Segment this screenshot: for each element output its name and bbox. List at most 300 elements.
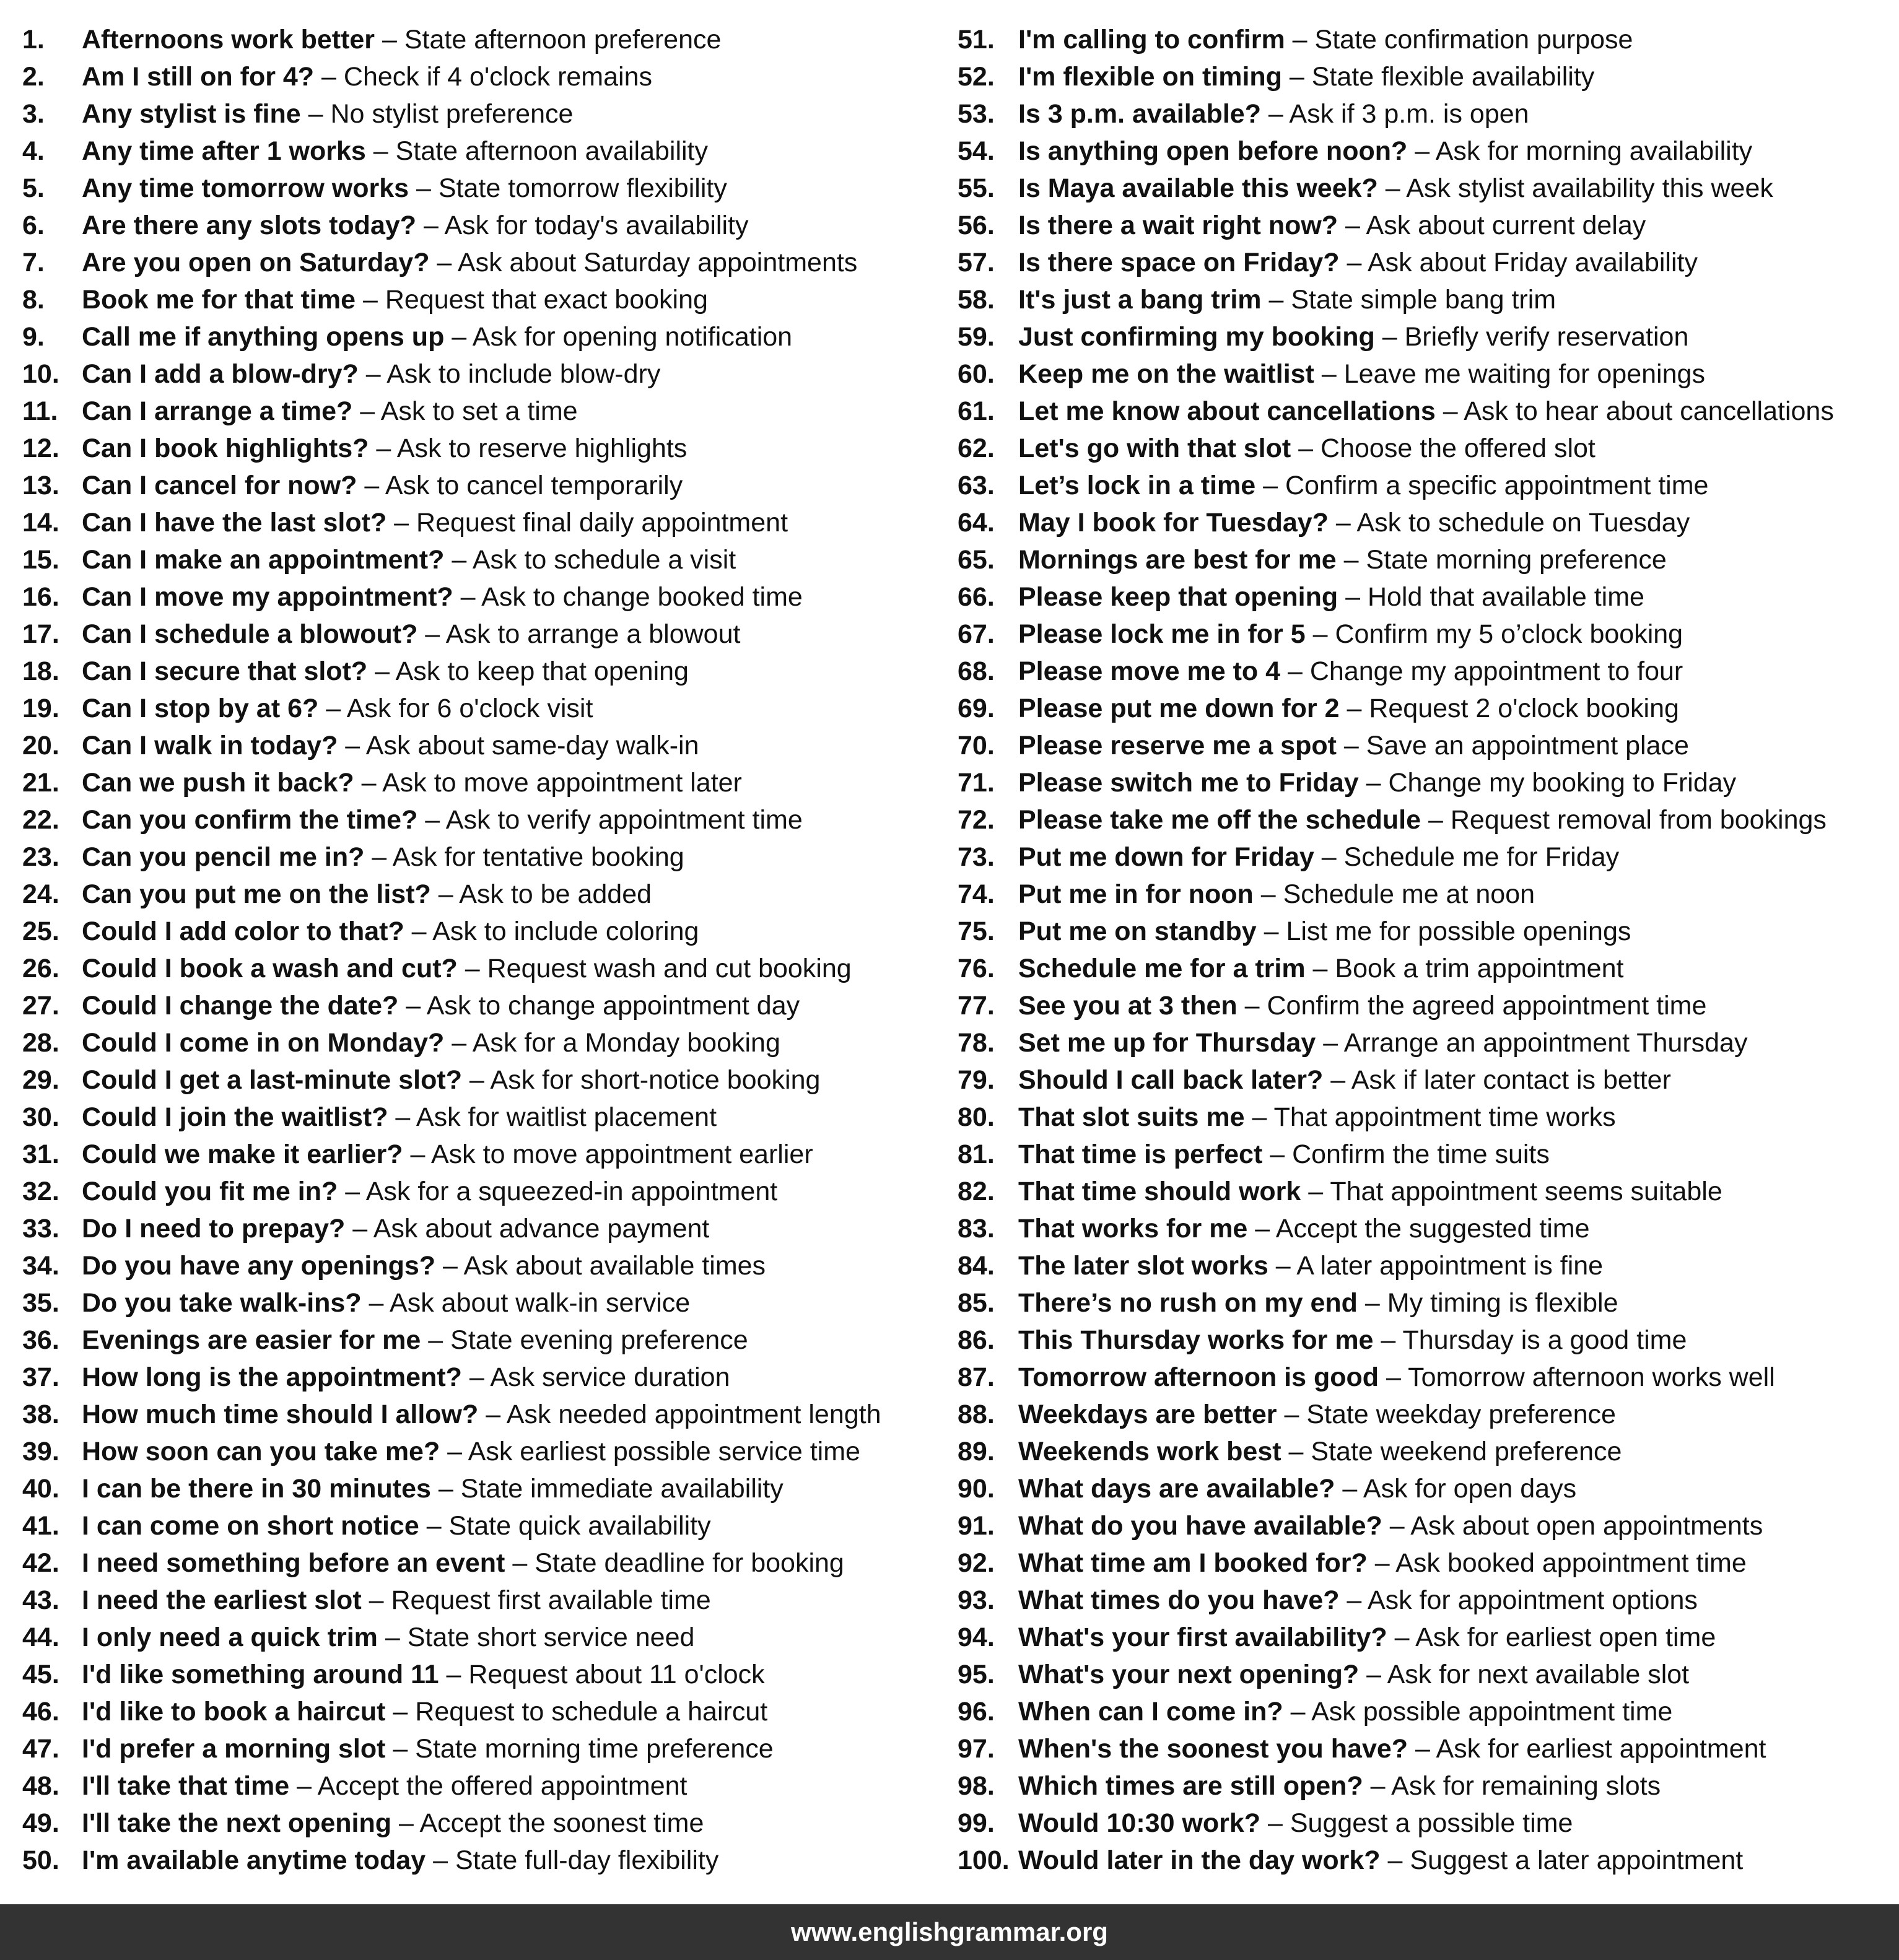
item-phrase: Schedule me for a trim <box>1018 954 1306 983</box>
item-number: 65. <box>958 545 995 575</box>
list-item <box>958 1470 1887 1507</box>
list-item <box>22 1805 939 1842</box>
item-text <box>82 987 800 1024</box>
item-phrase: Can I move my appointment? <box>82 582 453 612</box>
item-number: 99. <box>958 1808 995 1838</box>
item-phrase: I need the earliest slot <box>82 1585 362 1615</box>
item-phrase: Any time tomorrow works <box>82 173 409 203</box>
item-phrase: Could I join the waitlist? <box>82 1102 388 1132</box>
item-number: 71. <box>958 768 995 798</box>
item-text <box>82 133 708 170</box>
item-separator: – <box>375 25 404 54</box>
item-separator: – <box>1253 879 1283 909</box>
item-text <box>1018 1433 1622 1470</box>
item-number: 98. <box>958 1771 995 1801</box>
item-text <box>1018 1656 1689 1693</box>
item-text <box>82 1767 687 1805</box>
list-item <box>958 801 1887 838</box>
item-number: 62. <box>958 433 995 463</box>
list-item <box>958 318 1887 355</box>
item-number: 55. <box>958 173 995 203</box>
item-text <box>1018 1805 1573 1842</box>
item-separator: – <box>1305 619 1335 649</box>
item-description: Ask to change booked time <box>481 582 803 612</box>
item-separator: – <box>377 1622 408 1652</box>
item-separator: – <box>398 991 427 1021</box>
item-phrase: Let me know about cancellations <box>1018 396 1436 426</box>
item-number: 15. <box>22 545 59 575</box>
item-text <box>1018 207 1646 244</box>
item-description: Ask about advance payment <box>373 1214 710 1244</box>
item-text <box>82 801 803 838</box>
list-item <box>958 1396 1887 1433</box>
item-number: 67. <box>958 619 995 649</box>
item-description: Ask about available times <box>463 1251 766 1281</box>
item-phrase: I only need a quick trim <box>82 1622 378 1652</box>
item-number: 4. <box>22 136 45 166</box>
list-item <box>958 1284 1887 1322</box>
item-separator: – <box>1359 1660 1387 1689</box>
item-separator: – <box>354 768 383 798</box>
item-number: 45. <box>22 1660 59 1689</box>
item-description: That appointment seems suitable <box>1330 1177 1722 1206</box>
item-separator: – <box>364 842 393 872</box>
item-separator: – <box>1260 1808 1290 1838</box>
item-phrase: What days are available? <box>1018 1474 1335 1504</box>
item-description: Ask for short-notice booking <box>490 1065 821 1095</box>
item-text <box>82 1024 780 1061</box>
item-separator: – <box>417 619 446 649</box>
list-item <box>22 690 939 727</box>
item-separator: – <box>1339 248 1368 277</box>
item-text <box>1018 690 1679 727</box>
item-separator: – <box>1323 1065 1351 1095</box>
item-number: 85. <box>958 1288 995 1318</box>
item-description: Request about 11 o'clock <box>468 1660 765 1689</box>
item-phrase: When's the soonest you have? <box>1018 1734 1408 1764</box>
item-number: 23. <box>22 842 59 872</box>
item-description: Ask to change appointment day <box>426 991 800 1021</box>
item-description: Request 2 o'clock booking <box>1369 694 1679 723</box>
list-item <box>22 541 939 578</box>
list-item <box>958 1136 1887 1173</box>
item-phrase: Weekdays are better <box>1018 1400 1277 1429</box>
item-phrase: Could I get a last-minute slot? <box>82 1065 462 1095</box>
item-text <box>82 467 683 504</box>
item-text <box>1018 727 1689 764</box>
item-text <box>82 355 660 393</box>
item-text <box>1018 1136 1550 1173</box>
item-description: State weekend preference <box>1311 1437 1622 1466</box>
item-phrase: Can you put me on the list? <box>82 879 431 909</box>
item-description: State confirmation purpose <box>1314 25 1633 54</box>
item-separator: – <box>1336 545 1366 575</box>
item-phrase: Please keep that opening <box>1018 582 1338 612</box>
item-number: 39. <box>22 1437 59 1466</box>
list-item <box>22 1099 939 1136</box>
item-phrase: Set me up for Thursday <box>1018 1028 1316 1058</box>
item-phrase: Are there any slots today? <box>82 211 417 240</box>
item-phrase: Any time after 1 works <box>82 136 366 166</box>
item-description: State weekday preference <box>1306 1400 1616 1429</box>
item-text <box>82 95 573 133</box>
item-separator: – <box>300 99 331 129</box>
item-text <box>1018 1582 1698 1619</box>
item-separator: – <box>365 136 396 166</box>
list-item <box>958 430 1887 467</box>
item-separator: – <box>461 1362 491 1392</box>
item-number: 21. <box>22 768 59 798</box>
item-phrase: Please lock me in for 5 <box>1018 619 1306 649</box>
item-text <box>1018 1322 1687 1359</box>
item-description: Hold that available time <box>1367 582 1644 612</box>
item-text <box>82 1693 767 1730</box>
item-text <box>1018 1507 1763 1544</box>
item-text <box>1018 1693 1672 1730</box>
item-phrase: Do I need to prepay? <box>82 1214 346 1244</box>
item-number: 20. <box>22 731 59 760</box>
list-item <box>958 1507 1887 1544</box>
item-description: State flexible availability <box>1311 62 1595 92</box>
item-text <box>1018 1470 1576 1507</box>
item-separator: – <box>429 248 458 277</box>
item-text <box>82 244 857 281</box>
item-description: Schedule me at noon <box>1283 879 1535 909</box>
list-item <box>958 1805 1887 1842</box>
item-text <box>1018 95 1529 133</box>
item-description: Ask about Friday availability <box>1368 248 1698 277</box>
item-number: 7. <box>22 248 45 277</box>
list-item <box>22 281 939 318</box>
item-phrase: May I book for Tuesday? <box>1018 508 1329 538</box>
list-item <box>22 1656 939 1693</box>
item-description: Schedule me for Friday <box>1343 842 1620 872</box>
item-phrase: How soon can you take me? <box>82 1437 440 1466</box>
item-description: Request removal from bookings <box>1450 805 1827 835</box>
list-item <box>22 801 939 838</box>
item-description: Confirm my 5 o’clock booking <box>1335 619 1683 649</box>
item-phrase: Could I book a wash and cut? <box>82 954 458 983</box>
item-text <box>82 541 736 578</box>
item-separator: – <box>426 1845 455 1875</box>
item-separator: – <box>417 805 446 835</box>
item-text <box>82 58 652 95</box>
list-item <box>958 21 1887 58</box>
item-phrase: Do you have any openings? <box>82 1251 436 1281</box>
item-text <box>82 1507 711 1544</box>
item-phrase: That works for me <box>1018 1214 1248 1244</box>
item-number: 2. <box>22 62 45 92</box>
item-description: Ask about open appointments <box>1410 1511 1763 1541</box>
item-separator: – <box>403 1139 431 1169</box>
item-separator: – <box>1277 1400 1307 1429</box>
list-item <box>22 876 939 913</box>
item-description: Ask stylist availability this week <box>1406 173 1773 203</box>
item-separator: – <box>1367 1548 1396 1578</box>
item-description: Change my booking to Friday <box>1388 768 1737 798</box>
item-separator: – <box>345 1214 373 1244</box>
item-description: State immediate availability <box>460 1474 784 1504</box>
item-number: 66. <box>958 582 995 612</box>
list-item <box>22 95 939 133</box>
item-text <box>82 1247 766 1284</box>
item-description: Ask about walk-in service <box>390 1288 691 1318</box>
item-separator: – <box>1283 1697 1312 1727</box>
item-description: List me for possible openings <box>1286 917 1631 946</box>
item-number: 48. <box>22 1771 59 1801</box>
item-separator: – <box>457 954 487 983</box>
item-number: 28. <box>22 1028 59 1058</box>
item-description: Ask to reserve highlights <box>396 433 688 463</box>
item-number: 25. <box>22 917 59 946</box>
item-text <box>1018 1173 1722 1210</box>
item-description: Ask to include blow-dry <box>386 359 661 389</box>
list-item <box>22 393 939 430</box>
item-number: 40. <box>22 1474 59 1504</box>
item-phrase: Is 3 p.m. available? <box>1018 99 1261 129</box>
item-phrase: What's your next opening? <box>1018 1660 1360 1689</box>
item-separator: – <box>444 322 473 352</box>
list-item <box>958 1619 1887 1656</box>
item-text <box>1018 950 1623 987</box>
list-item <box>22 1544 939 1582</box>
list-item <box>22 1730 939 1767</box>
item-separator: – <box>1244 1102 1274 1132</box>
item-separator: – <box>1268 1251 1297 1281</box>
item-text <box>1018 1359 1775 1396</box>
item-number: 69. <box>958 694 995 723</box>
item-description: Ask to schedule on Tuesday <box>1356 508 1690 538</box>
item-text <box>1018 1842 1743 1879</box>
item-description: Ask to hear about cancellations <box>1464 396 1834 426</box>
list-item <box>958 764 1887 801</box>
item-phrase: I'm flexible on timing <box>1018 62 1282 92</box>
item-separator: – <box>357 471 385 500</box>
item-phrase: Could you fit me in? <box>82 1177 338 1206</box>
item-phrase: Afternoons work better <box>82 25 375 54</box>
item-description: Check if 4 o'clock remains <box>343 62 653 92</box>
list-item <box>958 950 1887 987</box>
item-text <box>82 1173 777 1210</box>
item-description: Ask for next available slot <box>1387 1660 1690 1689</box>
item-separator: – <box>385 1697 416 1727</box>
item-number: 88. <box>958 1400 995 1429</box>
item-description: State morning preference <box>1366 545 1667 575</box>
item-text <box>1018 1767 1661 1805</box>
item-number: 89. <box>958 1437 995 1466</box>
list-item <box>958 281 1887 318</box>
item-text <box>82 1396 881 1433</box>
list-item <box>958 1433 1887 1470</box>
item-separator: – <box>1316 1028 1344 1058</box>
item-separator: – <box>1435 396 1464 426</box>
item-description: Ask to cancel temporarily <box>385 471 683 500</box>
item-separator: – <box>1280 656 1310 686</box>
item-separator: – <box>444 545 473 575</box>
item-phrase: There’s no rush on my end <box>1018 1288 1358 1318</box>
item-separator: – <box>1407 136 1436 166</box>
item-separator: – <box>1363 1771 1392 1801</box>
list-item <box>958 1359 1887 1396</box>
list-item <box>958 578 1887 616</box>
item-description: Ask to be added <box>459 879 652 909</box>
item-phrase: Could we make it earlier? <box>82 1139 403 1169</box>
item-description: Ask needed appointment length <box>506 1400 881 1429</box>
item-phrase: Any stylist is fine <box>82 99 301 129</box>
item-description: Request that exact booking <box>385 285 708 315</box>
item-separator: – <box>361 1585 391 1615</box>
item-number: 13. <box>22 471 59 500</box>
list-item <box>22 1470 939 1507</box>
item-number: 31. <box>22 1139 59 1169</box>
item-separator: – <box>1338 582 1368 612</box>
item-phrase: Can I arrange a time? <box>82 396 353 426</box>
list-item <box>22 1359 939 1396</box>
item-separator: – <box>1357 1288 1387 1318</box>
item-number: 33. <box>22 1214 59 1244</box>
item-description: Ask about same-day walk-in <box>365 731 699 760</box>
item-description: Ask for today's availability <box>444 211 749 240</box>
list-item <box>22 1024 939 1061</box>
item-number: 11. <box>22 396 58 426</box>
item-number: 76. <box>958 954 995 983</box>
list-item <box>22 1061 939 1099</box>
item-description: Accept the soonest time <box>419 1808 704 1838</box>
item-separator: – <box>1237 991 1267 1021</box>
item-separator: – <box>1377 173 1407 203</box>
list-item <box>958 838 1887 876</box>
item-number: 5. <box>22 173 45 203</box>
item-phrase: Can I make an appointment? <box>82 545 445 575</box>
item-text <box>82 1359 730 1396</box>
item-separator: – <box>430 1474 461 1504</box>
item-separator: – <box>1328 508 1357 538</box>
item-text <box>82 838 684 876</box>
item-phrase: Is Maya available this week? <box>1018 173 1378 203</box>
item-number: 87. <box>958 1362 995 1392</box>
item-phrase: Mornings are best for me <box>1018 545 1337 575</box>
list-item <box>22 430 939 467</box>
item-separator: – <box>1314 842 1344 872</box>
item-separator: – <box>505 1548 535 1578</box>
item-description: Ask if 3 p.m. is open <box>1289 99 1529 129</box>
item-description: Ask service duration <box>490 1362 730 1392</box>
item-number: 22. <box>22 805 59 835</box>
item-phrase: Would later in the day work? <box>1018 1845 1381 1875</box>
item-description: State full-day flexibility <box>455 1845 719 1875</box>
list-item <box>958 1582 1887 1619</box>
item-phrase: Put me on standby <box>1018 917 1257 946</box>
item-phrase: Do you take walk-ins? <box>82 1288 362 1318</box>
footer-website-link[interactable]: www.englishgrammar.org <box>791 1917 1108 1946</box>
item-description: Ask for opening notification <box>472 322 793 352</box>
item-phrase: That time is perfect <box>1018 1139 1263 1169</box>
item-text <box>1018 1619 1716 1656</box>
list-item <box>958 1544 1887 1582</box>
item-text <box>1018 764 1736 801</box>
item-number: 14. <box>22 508 59 538</box>
item-text <box>1018 541 1667 578</box>
item-number: 42. <box>22 1548 59 1578</box>
item-description: Ask to move appointment later <box>382 768 742 798</box>
item-number: 60. <box>958 359 995 389</box>
item-text <box>1018 1284 1618 1322</box>
item-number: 9. <box>22 322 45 352</box>
item-phrase: Can I cancel for now? <box>82 471 357 500</box>
item-separator: – <box>439 1660 469 1689</box>
item-description: Ask for morning availability <box>1435 136 1753 166</box>
item-description: Ask about Saturday appointments <box>457 248 858 277</box>
item-separator: – <box>1380 1845 1410 1875</box>
item-number: 90. <box>958 1474 995 1504</box>
item-phrase: Keep me on the waitlist <box>1018 359 1314 389</box>
item-separator: – <box>1335 1474 1363 1504</box>
item-text <box>82 1061 820 1099</box>
item-phrase: Can I stop by at 6? <box>82 694 319 723</box>
phrase-list-left-column <box>22 21 939 1879</box>
item-number: 38. <box>22 1400 59 1429</box>
item-number: 100. <box>958 1845 1010 1875</box>
item-separator: – <box>367 656 396 686</box>
item-number: 70. <box>958 731 995 760</box>
item-number: 61. <box>958 396 995 426</box>
item-description: Request final daily appointment <box>416 508 788 538</box>
item-separator: – <box>386 508 417 538</box>
item-text <box>1018 133 1752 170</box>
list-item <box>22 1582 939 1619</box>
item-separator: – <box>1285 25 1315 54</box>
list-item <box>958 1767 1887 1805</box>
item-phrase: When can I come in? <box>1018 1697 1283 1727</box>
list-item <box>958 913 1887 950</box>
item-text <box>82 1656 765 1693</box>
list-item <box>22 1136 939 1173</box>
item-text <box>1018 1544 1747 1582</box>
item-text <box>82 170 727 207</box>
item-phrase: I'm calling to confirm <box>1018 25 1285 54</box>
item-text <box>82 207 748 244</box>
list-item <box>22 1693 939 1730</box>
item-description: My timing is flexible <box>1387 1288 1618 1318</box>
item-phrase: Which times are still open? <box>1018 1771 1363 1801</box>
list-item <box>958 690 1887 727</box>
item-separator: – <box>1339 1585 1368 1615</box>
list-item <box>22 1210 939 1247</box>
item-number: 68. <box>958 656 995 686</box>
item-number: 10. <box>22 359 59 389</box>
item-phrase: Could I change the date? <box>82 991 399 1021</box>
item-phrase: Can I walk in today? <box>82 731 338 760</box>
item-text <box>82 1136 813 1173</box>
item-text <box>1018 616 1683 653</box>
item-text <box>1018 170 1773 207</box>
item-separator: – <box>421 1325 451 1355</box>
item-phrase: I'm available anytime today <box>82 1845 426 1875</box>
item-separator: – <box>419 1511 449 1541</box>
item-number: 50. <box>22 1845 59 1875</box>
list-item <box>958 1099 1887 1136</box>
list-item <box>958 133 1887 170</box>
list-item <box>958 1656 1887 1693</box>
item-text <box>1018 653 1683 690</box>
list-item <box>22 1619 939 1656</box>
item-number: 96. <box>958 1697 995 1727</box>
item-description: A later appointment is fine <box>1296 1251 1604 1281</box>
item-description: Ask booked appointment time <box>1395 1548 1747 1578</box>
item-phrase: Am I still on for 4? <box>82 62 315 92</box>
item-number: 52. <box>958 62 995 92</box>
item-phrase: What's your first availability? <box>1018 1622 1387 1652</box>
